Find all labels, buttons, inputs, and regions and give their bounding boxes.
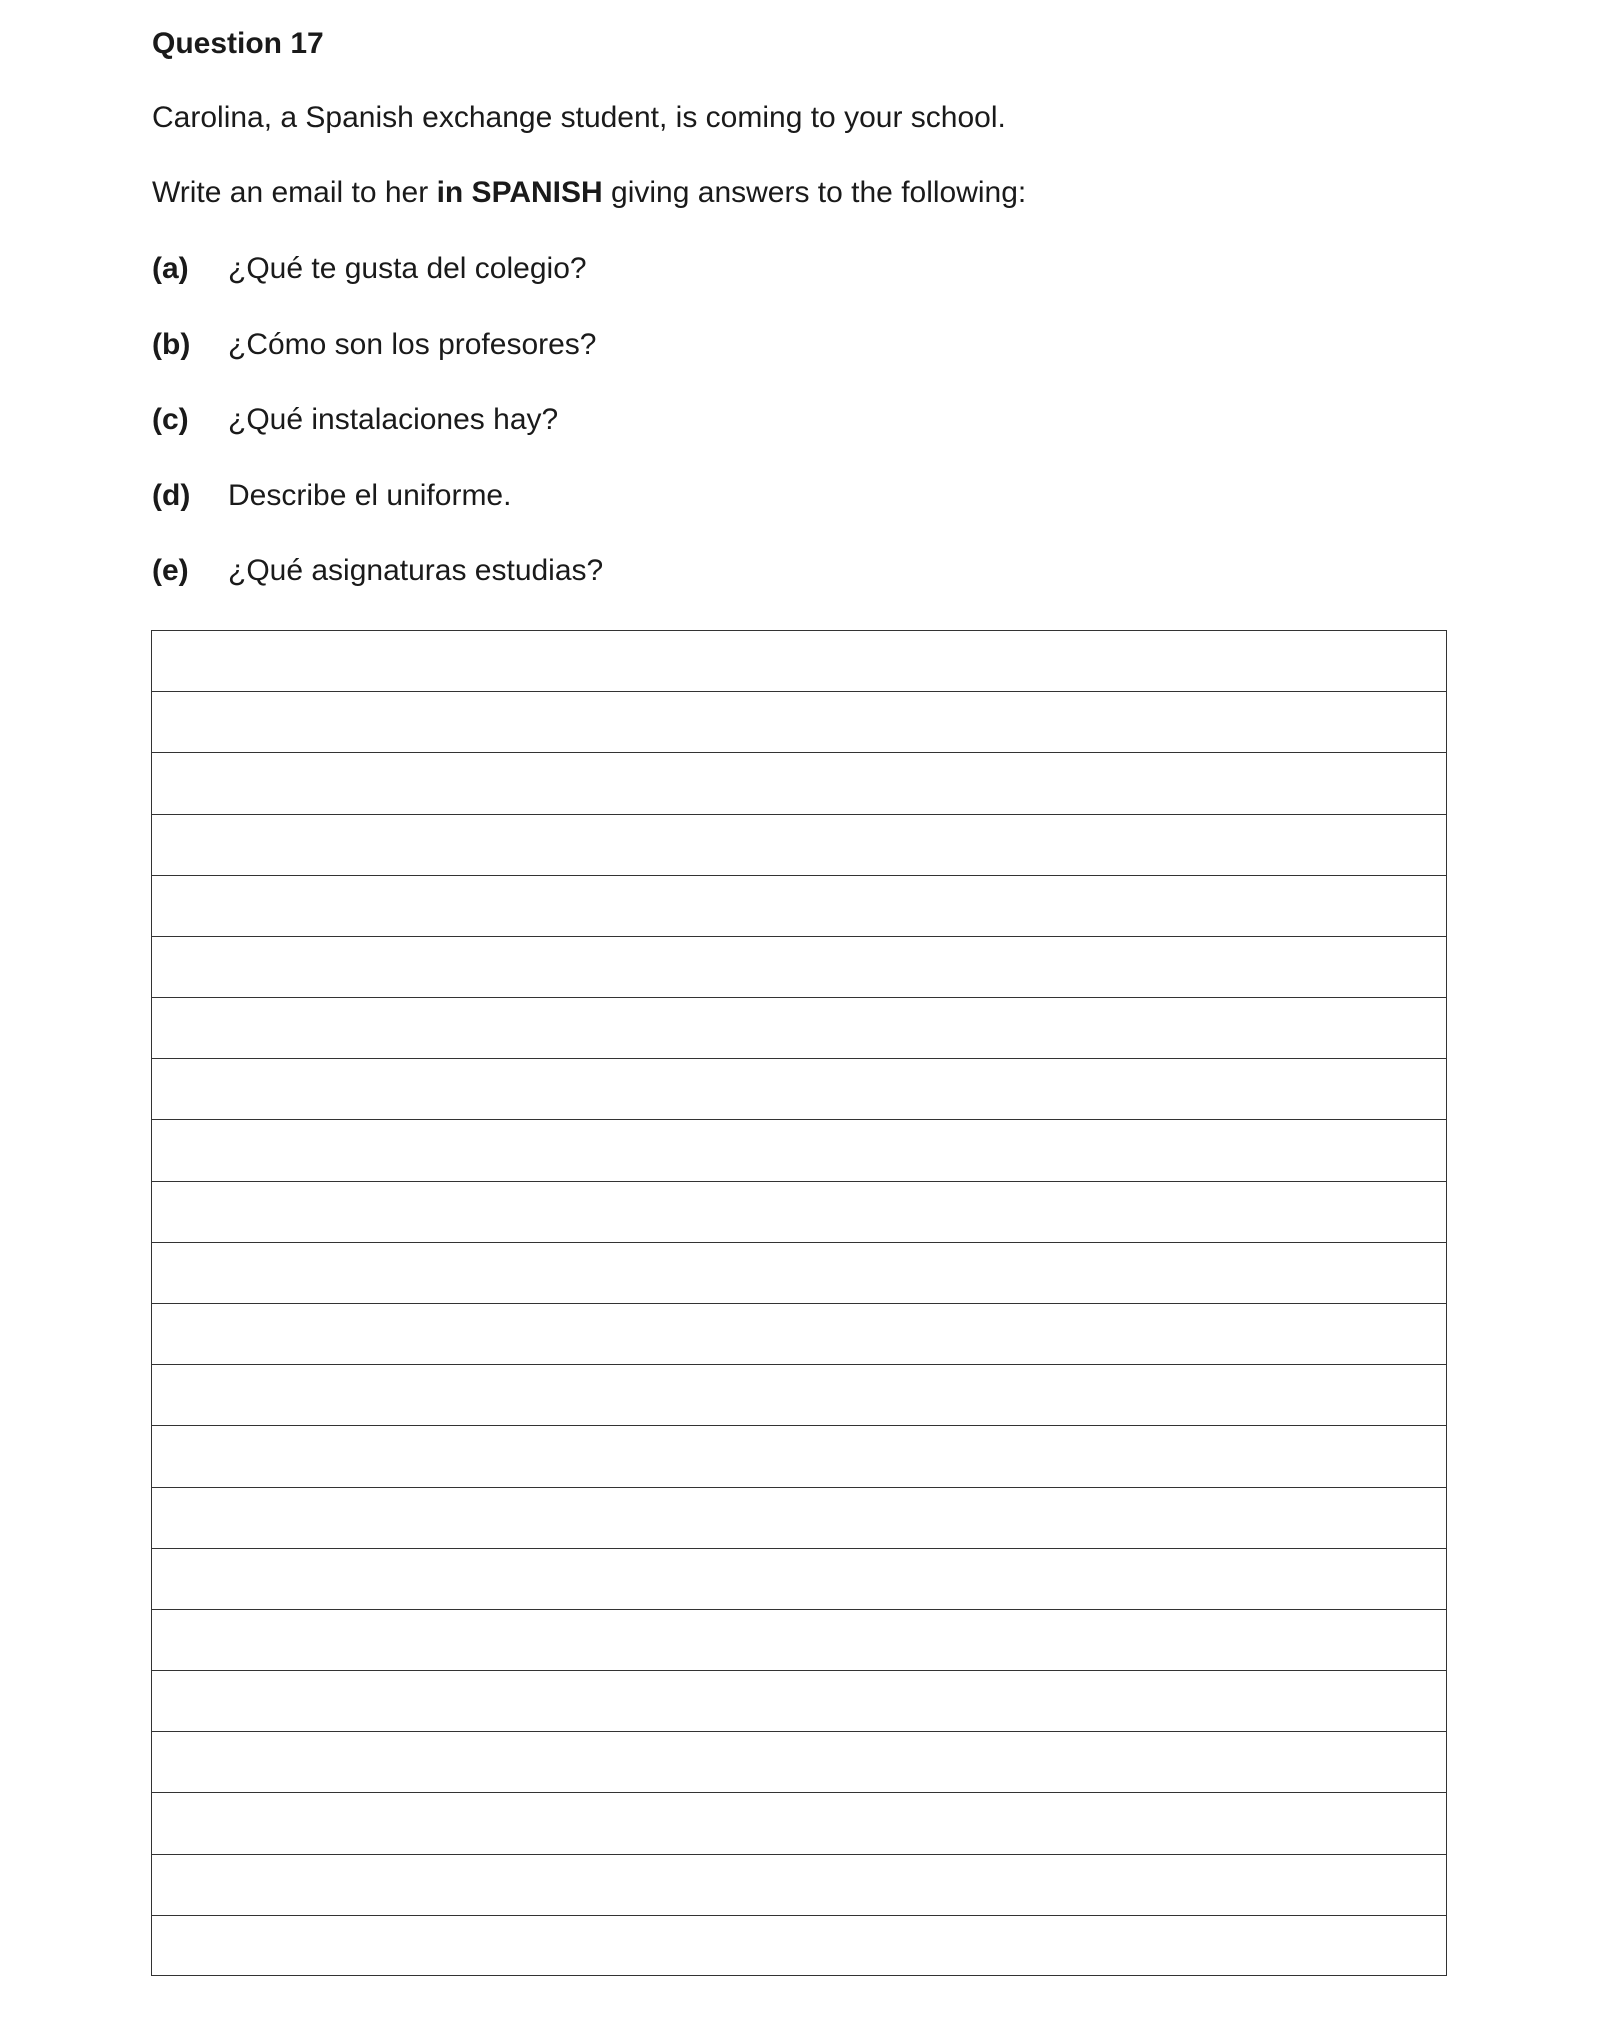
item-letter: (b)	[152, 328, 191, 361]
answer-line	[152, 1303, 1446, 1304]
question-item-d	[152, 478, 511, 514]
question-title: Question 17	[152, 27, 324, 60]
item-text: ¿Qué te gusta del colegio?	[228, 252, 587, 285]
item-text: ¿Qué asignaturas estudias?	[228, 554, 604, 587]
instruction-text-end: giving answers to the following:	[602, 176, 1027, 209]
question-item-b	[152, 327, 597, 363]
question-intro: Carolina, a Spanish exchange student, is coming to your school.	[152, 101, 1006, 134]
answer-line	[152, 1058, 1446, 1059]
question-item-c	[152, 402, 558, 438]
answer-line	[152, 1425, 1446, 1426]
answer-line	[152, 1792, 1446, 1793]
item-text: ¿Cómo son los profesores?	[228, 328, 597, 361]
answer-line	[152, 1854, 1446, 1855]
item-letter: (c)	[152, 403, 189, 436]
answer-line	[152, 1119, 1446, 1120]
answer-line	[152, 997, 1446, 998]
item-letter: (a)	[152, 252, 189, 285]
answer-line	[152, 1609, 1446, 1610]
item-text: Describe el uniforme.	[228, 479, 512, 512]
answer-line	[152, 1181, 1446, 1182]
answer-line	[152, 1242, 1446, 1243]
item-letter: (d)	[152, 479, 191, 512]
answer-line	[152, 1670, 1446, 1671]
answer-line	[152, 1487, 1446, 1488]
answer-line	[152, 752, 1446, 753]
item-letter: (e)	[152, 554, 189, 587]
item-text: ¿Qué instalaciones hay?	[228, 403, 559, 436]
answer-line	[152, 814, 1446, 815]
question-item-e	[152, 553, 603, 589]
instruction-text-start: Write an email to her	[152, 176, 437, 209]
answer-line	[152, 936, 1446, 937]
answer-line	[152, 1548, 1446, 1549]
answer-line	[152, 875, 1446, 876]
instruction-emphasis: in SPANISH	[436, 176, 603, 209]
question-instruction	[152, 175, 1026, 211]
answer-line	[152, 691, 1446, 692]
answer-line	[152, 1915, 1446, 1916]
answer-line	[152, 1731, 1446, 1732]
answer-writing-area[interactable]	[151, 630, 1447, 1976]
answer-line	[152, 1364, 1446, 1365]
question-item-a	[152, 251, 587, 287]
